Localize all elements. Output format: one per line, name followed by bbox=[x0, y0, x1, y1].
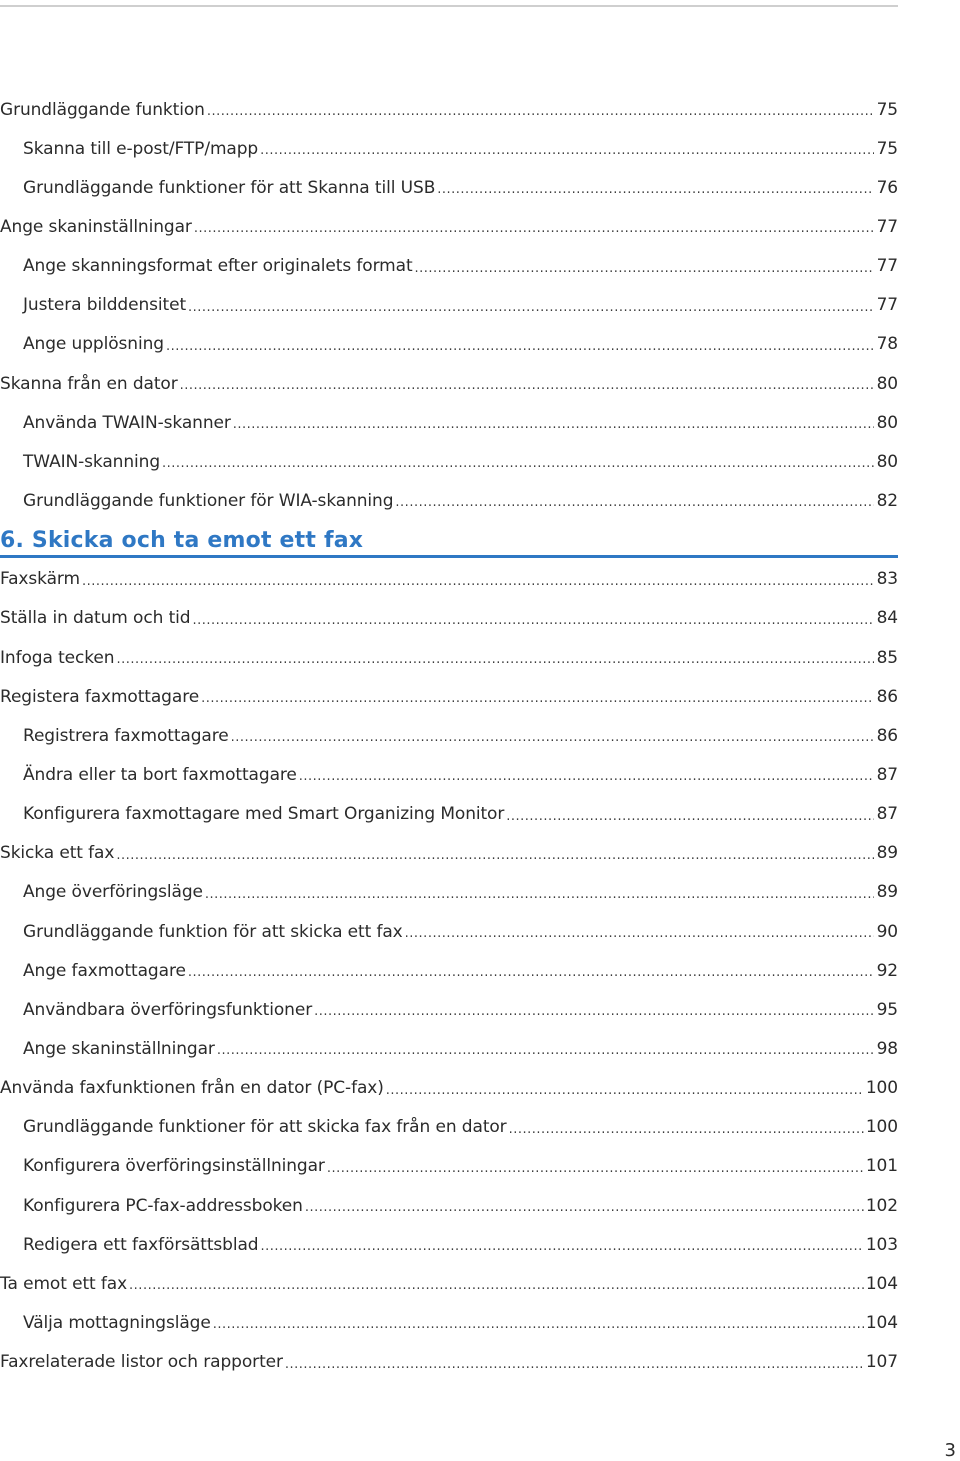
toc-entry-page: 100 bbox=[865, 1117, 898, 1138]
toc-entry-page: 76 bbox=[876, 177, 898, 198]
toc-entry-label: Ange skaninställningar bbox=[0, 216, 192, 237]
toc-entry-page: 100 bbox=[865, 1078, 898, 1099]
toc-dot-leader bbox=[82, 572, 874, 589]
toc-dot-leader bbox=[129, 1276, 864, 1293]
toc-dot-leader bbox=[285, 1355, 864, 1372]
table-of-contents bbox=[0, 90, 898, 1382]
toc-entry[interactable] bbox=[0, 873, 898, 912]
toc-dot-leader bbox=[261, 1237, 864, 1254]
toc-entry-label: Skanna till e-post/FTP/mapp bbox=[23, 138, 259, 159]
toc-entry-label: Infoga tecken bbox=[0, 647, 115, 668]
toc-entry[interactable] bbox=[0, 168, 898, 207]
toc-entry-page: 90 bbox=[876, 921, 898, 942]
toc-entry[interactable] bbox=[0, 1264, 898, 1303]
toc-entry[interactable] bbox=[0, 599, 898, 638]
toc-entry-label: Använda TWAIN-skanner bbox=[23, 412, 231, 433]
toc-entry[interactable] bbox=[0, 1069, 898, 1108]
toc-dot-leader bbox=[188, 963, 874, 980]
chapter-heading[interactable] bbox=[0, 521, 898, 560]
toc-entry[interactable] bbox=[0, 129, 898, 168]
toc-entry-page: 77 bbox=[876, 295, 898, 316]
toc-entry-label: Använda faxfunktionen från en dator (PC-fax) bbox=[0, 1078, 384, 1099]
toc-entry-label: Justera bilddensitet bbox=[23, 295, 187, 316]
toc-entry[interactable] bbox=[0, 403, 898, 442]
toc-dot-leader bbox=[327, 1159, 864, 1176]
toc-entry-label: Grundläggande funktion bbox=[0, 99, 205, 120]
toc-dot-leader bbox=[314, 1002, 874, 1019]
toc-entry-page: 77 bbox=[876, 256, 898, 277]
toc-section-post bbox=[0, 560, 898, 1382]
toc-entry-label: Faxskärm bbox=[0, 569, 80, 590]
toc-entry[interactable] bbox=[0, 1225, 898, 1264]
chapter-rule bbox=[0, 555, 898, 558]
toc-entry-page: 75 bbox=[876, 138, 898, 159]
toc-dot-leader bbox=[405, 924, 874, 941]
page-number: 3 bbox=[944, 1440, 956, 1461]
toc-entry-page: 80 bbox=[876, 412, 898, 433]
toc-dot-leader bbox=[260, 141, 874, 158]
toc-entry[interactable] bbox=[0, 286, 898, 325]
toc-entry[interactable] bbox=[0, 90, 898, 129]
toc-entry[interactable] bbox=[0, 677, 898, 716]
toc-dot-leader bbox=[192, 611, 874, 628]
toc-dot-leader bbox=[386, 1081, 864, 1098]
toc-entry-page: 86 bbox=[876, 686, 898, 707]
toc-dot-leader bbox=[207, 102, 874, 119]
toc-entry[interactable] bbox=[0, 1303, 898, 1342]
toc-entry-label: Ange skanningsformat efter originalets format bbox=[23, 256, 413, 277]
toc-entry-page: 75 bbox=[876, 99, 898, 120]
toc-entry-label: Ta emot ett fax bbox=[0, 1273, 128, 1294]
toc-entry-label: Skanna från en dator bbox=[0, 373, 178, 394]
toc-dot-leader bbox=[194, 219, 874, 236]
toc-entry-label: Konfigurera PC-fax-addressboken bbox=[23, 1195, 303, 1216]
toc-entry-label: Registera faxmottagare bbox=[0, 686, 200, 707]
toc-dot-leader bbox=[201, 689, 874, 706]
toc-entry-page: 85 bbox=[876, 647, 898, 668]
toc-entry-page: 80 bbox=[876, 373, 898, 394]
toc-entry[interactable] bbox=[0, 247, 898, 286]
toc-entry-label: Konfigurera överföringsinställningar bbox=[23, 1156, 325, 1177]
toc-entry-page: 98 bbox=[876, 1038, 898, 1059]
toc-entry-page: 87 bbox=[876, 764, 898, 785]
toc-section-pre bbox=[0, 90, 898, 521]
toc-dot-leader bbox=[180, 376, 874, 393]
toc-entry[interactable] bbox=[0, 442, 898, 481]
toc-entry-page: 95 bbox=[876, 999, 898, 1020]
toc-dot-leader bbox=[213, 1315, 864, 1332]
toc-entry-label: Grundläggande funktioner för att Skanna till USB bbox=[23, 177, 436, 198]
toc-entry-page: 80 bbox=[876, 451, 898, 472]
toc-entry[interactable] bbox=[0, 795, 898, 834]
toc-entry[interactable] bbox=[0, 325, 898, 364]
toc-entry-label: Registrera faxmottagare bbox=[23, 725, 229, 746]
toc-entry-page: 77 bbox=[876, 216, 898, 237]
toc-entry-page: 89 bbox=[876, 882, 898, 903]
toc-dot-leader bbox=[509, 1120, 864, 1137]
toc-entry-page: 78 bbox=[876, 334, 898, 355]
toc-entry[interactable] bbox=[0, 1029, 898, 1068]
toc-entry-page: 101 bbox=[865, 1156, 898, 1177]
toc-entry-page: 102 bbox=[865, 1195, 898, 1216]
toc-entry-label: Grundläggande funktion för att skicka ett fax bbox=[23, 921, 403, 942]
toc-entry[interactable] bbox=[0, 481, 898, 520]
toc-dot-leader bbox=[415, 259, 874, 276]
toc-entry-label: Grundläggande funktioner för WIA-skanning bbox=[23, 490, 394, 511]
toc-entry[interactable] bbox=[0, 364, 898, 403]
toc-entry-page: 104 bbox=[865, 1273, 898, 1294]
toc-dot-leader bbox=[233, 415, 874, 432]
toc-entry[interactable] bbox=[0, 1343, 898, 1382]
toc-entry-page: 89 bbox=[876, 843, 898, 864]
toc-entry[interactable] bbox=[0, 990, 898, 1029]
toc-dot-leader bbox=[188, 298, 874, 315]
toc-entry-label: Ställa in datum och tid bbox=[0, 608, 191, 629]
toc-entry[interactable] bbox=[0, 834, 898, 873]
toc-entry[interactable] bbox=[0, 716, 898, 755]
toc-entry-label: Grundläggande funktioner för att skicka fax från en dator bbox=[23, 1117, 507, 1138]
toc-dot-leader bbox=[166, 337, 874, 354]
toc-entry[interactable] bbox=[0, 755, 898, 794]
toc-dot-leader bbox=[299, 767, 874, 784]
toc-dot-leader bbox=[116, 846, 874, 863]
toc-dot-leader bbox=[116, 650, 874, 667]
toc-dot-leader bbox=[437, 180, 874, 197]
toc-entry-label: Ange skaninställningar bbox=[23, 1038, 215, 1059]
header-rule bbox=[0, 5, 898, 7]
toc-entry-label: TWAIN-skanning bbox=[23, 451, 161, 472]
toc-entry-label: Användbara överföringsfunktioner bbox=[23, 999, 313, 1020]
toc-entry-label: Välja mottagningsläge bbox=[23, 1312, 211, 1333]
toc-entry-page: 87 bbox=[876, 804, 898, 825]
toc-dot-leader bbox=[231, 728, 874, 745]
toc-dot-leader bbox=[205, 885, 874, 902]
toc-entry-label: Ange faxmottagare bbox=[23, 960, 186, 981]
toc-entry-page: 86 bbox=[876, 725, 898, 746]
toc-dot-leader bbox=[162, 454, 874, 471]
toc-dot-leader bbox=[305, 1198, 864, 1215]
toc-entry[interactable] bbox=[0, 1186, 898, 1225]
toc-entry-page: 82 bbox=[876, 490, 898, 511]
toc-entry[interactable] bbox=[0, 1108, 898, 1147]
toc-dot-leader bbox=[506, 807, 874, 824]
toc-entry-label: Faxrelaterade listor och rapporter bbox=[0, 1352, 283, 1373]
toc-entry-label: Ange upplösning bbox=[23, 334, 164, 355]
toc-entry[interactable] bbox=[0, 560, 898, 599]
toc-entry-page: 107 bbox=[865, 1352, 898, 1373]
toc-entry-label: Konfigurera faxmottagare med Smart Organizing Monitor bbox=[23, 804, 505, 825]
toc-entry-label: Ändra eller ta bort faxmottagare bbox=[23, 764, 297, 785]
toc-entry[interactable] bbox=[0, 1147, 898, 1186]
toc-entry-label: Skicka ett fax bbox=[0, 843, 115, 864]
toc-entry-page: 104 bbox=[865, 1312, 898, 1333]
toc-entry-page: 84 bbox=[876, 608, 898, 629]
toc-entry[interactable] bbox=[0, 207, 898, 246]
toc-entry[interactable] bbox=[0, 638, 898, 677]
toc-entry-page: 103 bbox=[865, 1234, 898, 1255]
toc-dot-leader bbox=[395, 493, 874, 510]
toc-entry-page: 92 bbox=[876, 960, 898, 981]
toc-entry-label: Redigera ett faxförsättsblad bbox=[23, 1234, 259, 1255]
toc-entry[interactable] bbox=[0, 951, 898, 990]
toc-dot-leader bbox=[217, 1041, 874, 1058]
toc-entry-label: Ange överföringsläge bbox=[23, 882, 203, 903]
toc-entry-page: 83 bbox=[876, 569, 898, 590]
toc-entry[interactable] bbox=[0, 912, 898, 951]
chapter-title: 6. Skicka och ta emot ett fax bbox=[0, 527, 364, 553]
